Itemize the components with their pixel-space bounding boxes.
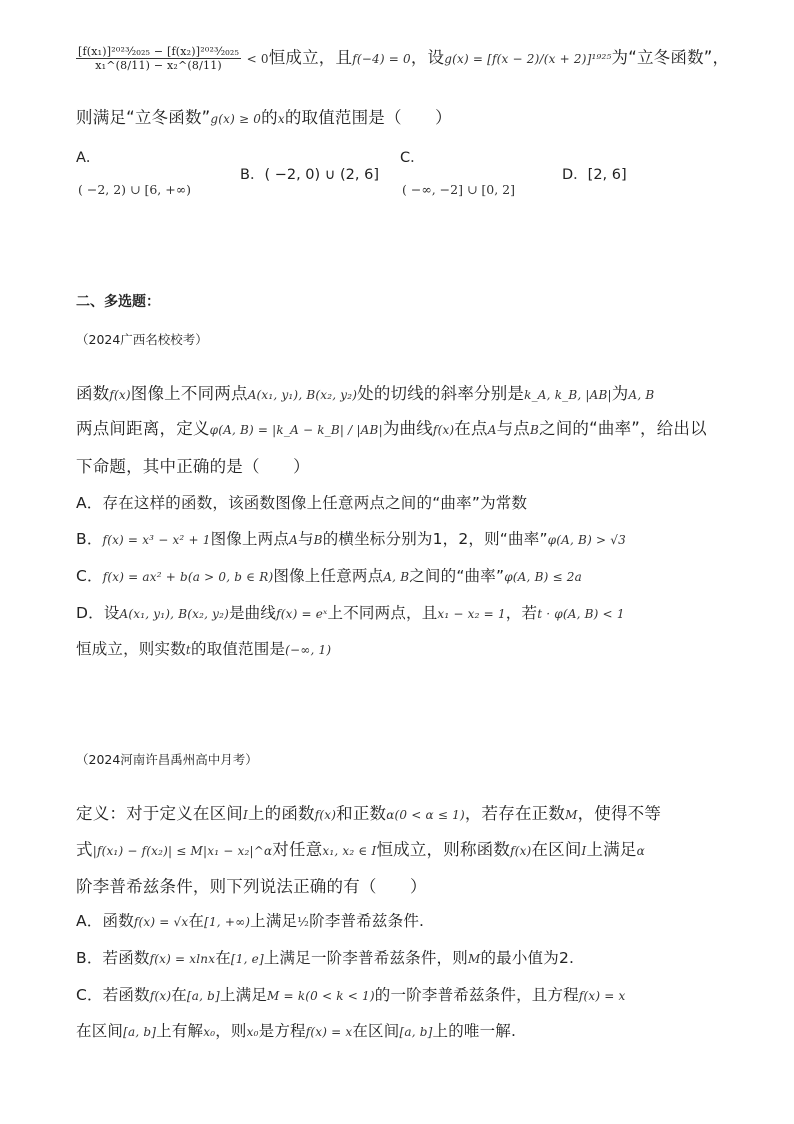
q3-text: 阶李普希兹条件. [309,912,425,930]
q1-line1 [76,44,730,72]
q2-math: f(x) = x³ − x² + 1 [102,533,211,547]
q3-text: 的一阶李普希兹条件，且方程 [374,986,579,1004]
q1-option-d [562,163,627,184]
q2-math: B [313,533,323,547]
q3-math: ½ [297,915,310,929]
q3-text: ，使得不等 [577,804,662,823]
q3-option-a [76,909,724,931]
q3-text: 上满足 [250,912,298,930]
q2-math: t [185,643,191,657]
q3-text: 上满足一阶李普希兹条件，则 [263,949,468,967]
q2-line2 [76,415,724,439]
q2-text: 图像上两点 [210,530,290,548]
q1-option-c-value: ( −∞, −2] ∪ [0, 2] [402,182,516,197]
q1-text: 恒成立，且 [268,48,353,67]
q3-text: 对任意 [272,840,323,859]
q3-math: x₀ [246,1025,259,1039]
q2-math: φ(A, B) ≤ 2a [504,570,582,584]
q3-math: I [581,844,587,858]
q2-option-b [76,527,724,549]
q3-math: I [243,808,248,822]
q3-text: B．若函数 [76,949,150,967]
q2-text: 是曲线 [228,604,277,622]
q1-text: 为“立冬函数”， [611,48,730,67]
q2-math: B [529,423,540,437]
q3-option-c-continued [76,1019,724,1041]
q3-text: 的最小值为2. [480,949,575,967]
q2-text: 图像上不同两点 [130,384,248,403]
q1-option-c-label: C． [400,150,425,166]
q2-text: 图像上任意两点 [273,567,384,585]
q2-text: 函数 [76,384,110,403]
q1-option-b-text: B．( −2, 0) ∪ (2, 6] [240,167,380,183]
q2-line1 [76,380,724,404]
q2-option-a: A．存在这样的函数，该函数图像上任意两点之间的“曲率”为常数 [76,494,528,512]
q2-text: C． [76,567,103,585]
q3-math: x₁, x₂ ∈ I [322,844,377,858]
q3-math: α [636,844,645,858]
q3-text: 上有解 [156,1022,204,1040]
q3-text: 式 [76,840,93,859]
q3-text: 在区间 [352,1022,400,1040]
q2-text: B． [76,530,103,548]
q3-math: f(x) = √x [133,915,189,929]
q2-text: ，若 [505,604,538,622]
q2-math: f(x) = ax² + b(a > 0, b ∈ R) [102,570,274,584]
q2-text: 在点 [454,419,488,438]
q2-math: A [289,533,298,547]
q2-text: 恒成立，则实数 [76,640,186,658]
q2-math: A [487,423,497,437]
q1-math: f(−4) = 0 [352,52,411,66]
q1-fraction-numerator: [f(x₁)]²⁰²³⁄₂₀₂₅ − [f(x₂)]²⁰²³⁄₂₀₂₅ [78,45,240,58]
q2-math: A, B [383,570,410,584]
q2-option-c [76,564,724,586]
q2-text: 之间的“曲率”，给出以 [539,419,707,438]
q3-math: [a, b] [399,1025,433,1039]
q2-math: f(x) [109,388,131,402]
q2-text: 上不同两点，且 [327,604,438,622]
q3-option-b [76,946,724,968]
q2-text: 为 [611,384,629,403]
q3-text: ，若存在正数 [464,804,566,823]
q3-line1 [76,800,724,824]
q1-text: 的取值范围是（ ） [284,108,452,127]
q3-text: 上满足 [219,986,268,1004]
q1-inequality: < 0 [246,52,269,66]
q3-math: f(x) [510,844,532,858]
q1-math: g(x) ≥ 0 [210,112,262,126]
q3-text: C．若函数 [76,986,150,1004]
q1-line2 [76,104,724,128]
q1-option-b [240,163,379,184]
q2-text: 与 [297,530,314,548]
q2-line3: 下命题，其中正确的是（ ） [76,457,310,476]
q2-math: f(x) = eˣ [276,607,328,621]
q2-text: 之间的“曲率” [409,567,505,585]
q2-text: 处的切线的斜率分别是 [357,384,525,403]
q2-math: φ(A, B) > √3 [547,533,626,547]
q3-math: x₀ [203,1025,216,1039]
q3-line2 [76,836,724,860]
q2-text: D．设 [76,604,120,622]
q1-text: ，设 [410,48,445,67]
q2-math: f(x) [432,423,455,437]
q3-text: 在区间 [76,1022,124,1040]
q3-text: 在 [215,949,231,967]
q2-math: A, B [628,388,655,402]
q3-math: [1, +∞) [204,915,251,929]
q3-math: f(x) [314,808,337,822]
q2-math: t · φ(A, B) < 1 [537,607,625,621]
q3-text: 在 [188,912,205,930]
q3-math: f(x) = xlnx [149,952,216,966]
q2-text: 两点间距离，定义 [76,419,210,438]
q2-text: 与点 [496,419,530,438]
q3-option-c [76,983,724,1005]
q2-text: 的取值范围是 [190,640,286,658]
q3-text: 和正数 [336,804,387,823]
q2-math: φ(A, B) = |k_A − k_B| / |AB| [209,423,383,437]
q1-math: g(x) = [f(x − 2)/(x + 2)]¹⁹²⁵ [444,52,612,66]
q3-math: α(0 < α ≤ 1) [386,808,465,822]
q2-math: (−∞, 1) [285,643,332,657]
q3-math: f(x) [149,989,172,1003]
q1-fraction-denominator: x₁^(8/11) − x₂^(8/11) [95,59,222,72]
q3-text: 上满足 [586,840,637,859]
q3-text: 定义：对于定义在区间 [76,804,243,823]
q3-text: ，则 [215,1022,247,1040]
q2-math: x₁ − x₂ = 1 [437,607,506,621]
q3-math: |f(x₁) − f(x₂)| ≤ M|x₁ − x₂|^α [92,844,273,858]
q3-math: M [565,808,578,822]
q3-source: （2024河南许昌禹州高中月考） [76,752,258,767]
q1-fraction [76,45,241,72]
q3-math: [1, e] [230,952,264,966]
q3-text: 在区间 [531,840,582,859]
q3-math: M [467,952,481,966]
q1-text: 则满足“立冬函数” [76,108,211,127]
q3-math: M = k(0 < k < 1) [267,989,375,1003]
q1-option-a-value: ( −2, 2) ∪ [6, +∞) [78,182,192,197]
q2-math: k_A, k_B, |AB| [524,388,612,402]
q3-math: f(x) = x [305,1025,353,1039]
q3-math: [a, b] [123,1025,157,1039]
q3-text: 是方程 [258,1022,306,1040]
q3-math: f(x) = x [578,989,626,1003]
q2-text: 为曲线 [382,419,433,438]
q2-option-d [76,601,724,623]
q1-text: 的 [261,108,278,127]
q3-text: A．函数 [76,912,134,930]
q3-text: 在 [171,986,187,1004]
q2-option-d-continued [76,637,724,659]
q1-option-d-text: D．[2, 6] [562,167,627,183]
q3-line3: 阶李普希兹条件，则下列说法正确的有（ ） [76,877,427,896]
q2-math: A(x₁, y₁), B(x₂, y₂) [247,388,358,402]
q3-math: [a, b] [186,989,220,1003]
q1-option-a-label: A． [76,150,101,166]
q3-text: 上的函数 [247,804,315,823]
q2-source: （2024广西名校校考） [76,332,208,347]
q2-text: 的横坐标分别为1，2，则“曲率” [322,530,548,548]
section-heading: 二、多选题： [76,294,160,310]
q2-math: A(x₁, y₁), B(x₂, y₂) [119,607,229,621]
q3-text: 恒成立，则称函数 [376,840,511,859]
q3-text: 上的唯一解. [432,1022,517,1040]
q1-math: x [277,112,285,126]
